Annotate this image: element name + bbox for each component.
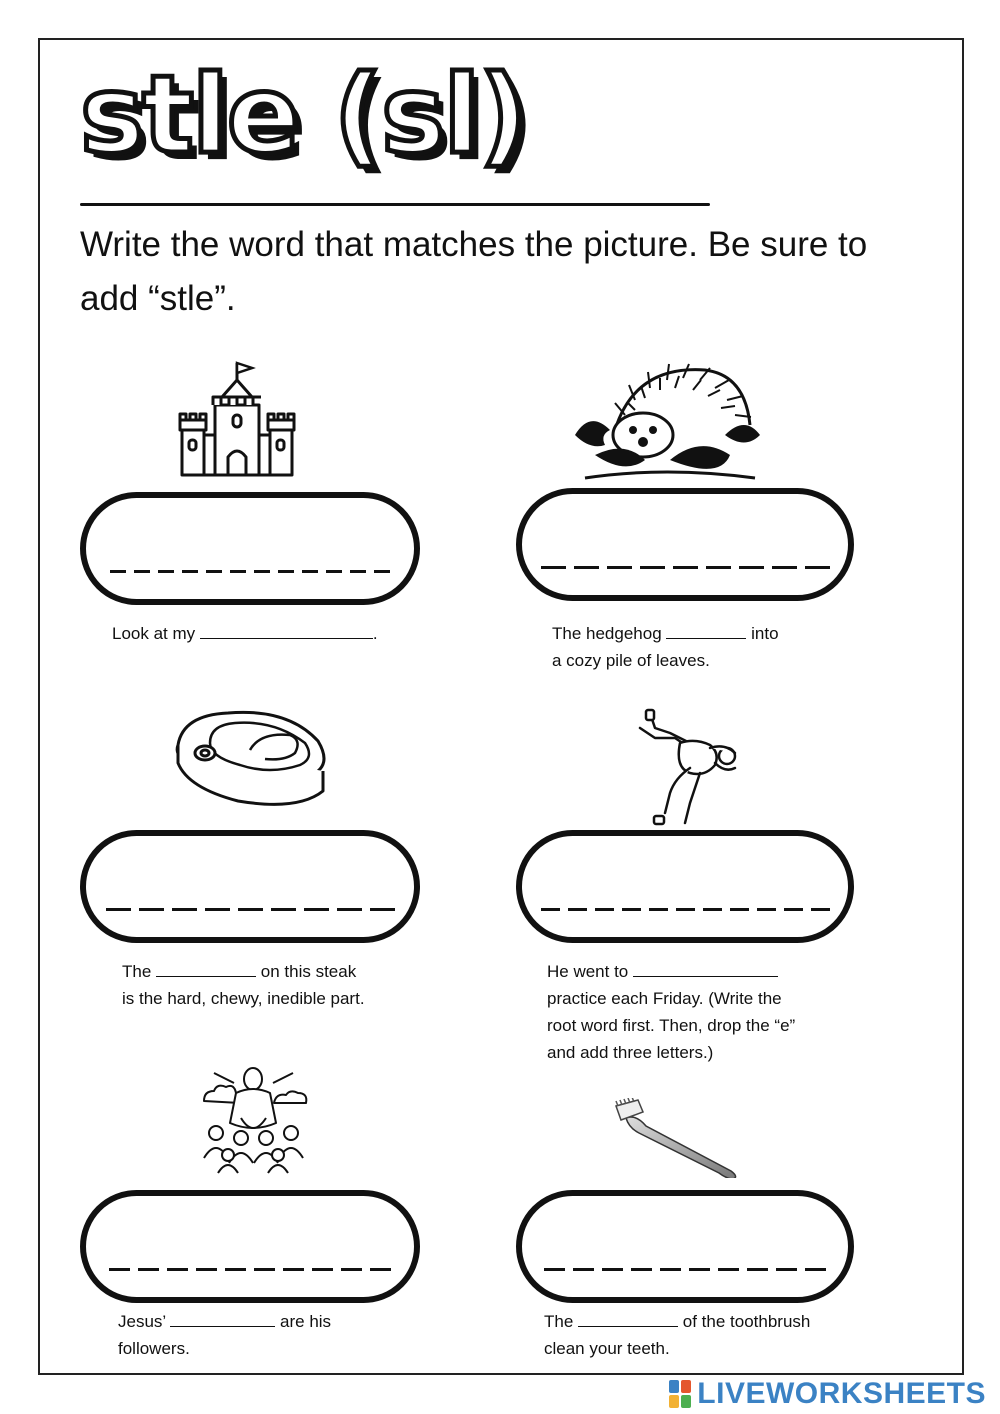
letter-blanks xyxy=(86,908,414,911)
letter-blank xyxy=(134,570,150,573)
letter-blank xyxy=(739,566,764,569)
letter-blank xyxy=(254,570,270,573)
sentence-6: The of the toothbrush clean your teeth. xyxy=(544,1312,811,1358)
letter-blank xyxy=(703,908,722,911)
answer-box-2[interactable] xyxy=(516,488,854,601)
letter-blank xyxy=(341,1268,362,1271)
letter-blank xyxy=(337,908,362,911)
letter-blank xyxy=(370,908,395,911)
letter-blank xyxy=(649,908,668,911)
letter-blank xyxy=(784,908,803,911)
letter-blank xyxy=(640,566,665,569)
letter-blank xyxy=(278,570,294,573)
letter-blanks xyxy=(86,1268,414,1271)
letter-blanks xyxy=(522,566,848,569)
letter-blank xyxy=(776,1268,797,1271)
letter-blank xyxy=(541,908,560,911)
letter-blanks xyxy=(522,908,848,911)
letter-blank xyxy=(689,1268,710,1271)
letter-blank xyxy=(172,908,197,911)
worksheet-title: stle (sl) xyxy=(80,53,526,178)
letter-blank xyxy=(139,908,164,911)
letter-blank xyxy=(595,908,614,911)
letter-blank xyxy=(772,566,797,569)
letter-blank xyxy=(607,566,632,569)
wrestlers-icon xyxy=(630,708,745,828)
sentence-blank[interactable] xyxy=(170,1310,275,1327)
hedgehog-icon xyxy=(575,360,760,485)
letter-blank xyxy=(182,570,198,573)
letter-blank xyxy=(230,570,246,573)
letter-blank xyxy=(541,566,566,569)
answer-box-3[interactable] xyxy=(80,830,420,943)
jesus-apostles-icon xyxy=(196,1063,311,1175)
logo-square xyxy=(681,1380,691,1393)
letter-blank xyxy=(283,1268,304,1271)
letter-blank xyxy=(312,1268,333,1271)
sentence-3: The on this steak is the hard, chewy, inedible part. xyxy=(122,962,365,1008)
liveworksheets-logo-icon xyxy=(669,1380,691,1408)
brand-text: LIVEWORKSHEETS xyxy=(697,1377,986,1410)
letter-blank xyxy=(757,908,776,911)
answer-box-4[interactable] xyxy=(516,830,854,943)
sentence-blank[interactable] xyxy=(633,960,778,977)
letter-blank xyxy=(747,1268,768,1271)
title-divider xyxy=(80,203,710,206)
letter-blank xyxy=(706,566,731,569)
letter-blank xyxy=(106,908,131,911)
letter-blank xyxy=(622,908,641,911)
answer-box-6[interactable] xyxy=(516,1190,854,1303)
instructions: Write the word that matches the picture. Be sure to add “stle”. xyxy=(80,225,868,318)
letter-blank xyxy=(718,1268,739,1271)
sentence-blank[interactable] xyxy=(666,622,746,639)
sentence-blank[interactable] xyxy=(200,622,373,639)
letter-blank xyxy=(602,1268,623,1271)
letter-blank xyxy=(574,566,599,569)
letter-blank xyxy=(304,908,329,911)
castle-icon xyxy=(170,360,305,480)
letter-blank xyxy=(573,1268,594,1271)
letter-blank xyxy=(805,1268,826,1271)
letter-blank xyxy=(805,566,830,569)
letter-blank xyxy=(225,1268,246,1271)
letter-blank xyxy=(568,908,587,911)
logo-square xyxy=(681,1395,691,1408)
logo-square xyxy=(669,1380,679,1393)
answer-box-5[interactable] xyxy=(80,1190,420,1303)
letter-blank xyxy=(730,908,749,911)
letter-blank xyxy=(138,1268,159,1271)
letter-blank xyxy=(110,570,126,573)
letter-blank xyxy=(350,570,366,573)
letter-blank xyxy=(374,570,390,573)
letter-blanks xyxy=(522,1268,848,1271)
letter-blank xyxy=(167,1268,188,1271)
letter-blank xyxy=(206,570,222,573)
letter-blank xyxy=(660,1268,681,1271)
letter-blank xyxy=(370,1268,391,1271)
letter-blank xyxy=(811,908,830,911)
letter-blank xyxy=(676,908,695,911)
sentence-4: He went to practice each Friday. (Write the root word first. Then, drop the “e” and add three letters.) xyxy=(547,962,796,1062)
letter-blank xyxy=(631,1268,652,1271)
sentence-1: Look at my . xyxy=(112,624,378,643)
letter-blank xyxy=(238,908,263,911)
letter-blank xyxy=(109,1268,130,1271)
letter-blank xyxy=(158,570,174,573)
letter-blank xyxy=(302,570,318,573)
letter-blank xyxy=(673,566,698,569)
letter-blank xyxy=(196,1268,217,1271)
letter-blank xyxy=(326,570,342,573)
sentence-blank[interactable] xyxy=(578,1310,678,1327)
steak-icon xyxy=(170,705,330,810)
liveworksheets-brand[interactable] xyxy=(669,1377,986,1411)
toothbrush-icon xyxy=(612,1098,742,1178)
letter-blank xyxy=(205,908,230,911)
answer-box-1[interactable] xyxy=(80,492,420,605)
letter-blank xyxy=(254,1268,275,1271)
letter-blank xyxy=(544,1268,565,1271)
sentence-blank[interactable] xyxy=(156,960,256,977)
letter-blanks xyxy=(86,570,414,573)
logo-square xyxy=(669,1395,679,1408)
sentence-2: The hedgehog into a cozy pile of leaves. xyxy=(552,624,779,670)
letter-blank xyxy=(271,908,296,911)
sentence-5: Jesus’ are his followers. xyxy=(118,1312,332,1358)
